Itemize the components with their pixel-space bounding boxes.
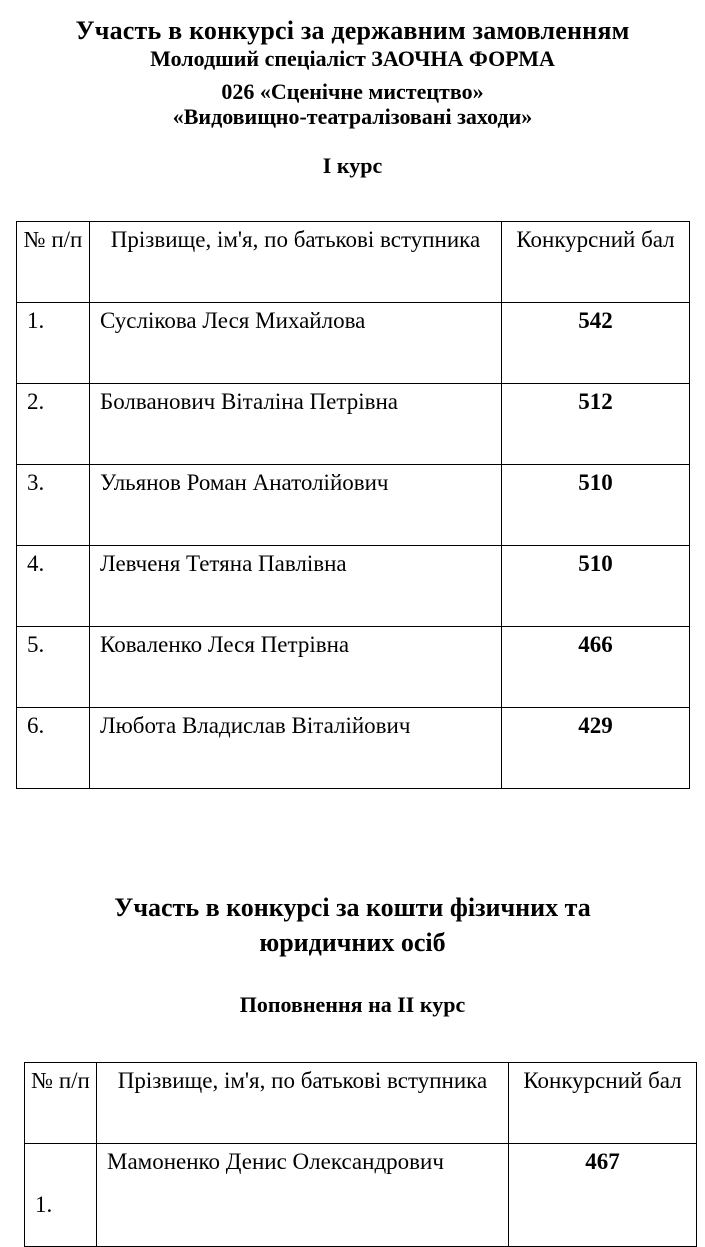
row-name: Левченя Тетяна Павлівна — [90, 546, 502, 627]
header-score: Конкурсний бал — [502, 222, 690, 303]
header-num: № п/п — [17, 222, 90, 303]
row-score: 512 — [502, 384, 690, 465]
row-score: 510 — [502, 546, 690, 627]
table-row — [17, 465, 690, 546]
row-name: Коваленко Леся Петрівна — [90, 627, 502, 708]
row-score: 510 — [502, 465, 690, 546]
table-row — [25, 1144, 697, 1247]
table-row — [17, 627, 690, 708]
row-name: Ульянов Роман Анатолійович — [90, 465, 502, 546]
row-score: 466 — [502, 627, 690, 708]
row-name: Болванович Віталіна Петрівна — [90, 384, 502, 465]
table-header-row — [17, 222, 690, 303]
row-score: 542 — [502, 303, 690, 384]
header-name: Прізвище, ім'я, по батькові вступника — [97, 1063, 509, 1144]
section1-title-line-2: Молодший спеціаліст ЗАОЧНА ФОРМА — [150, 46, 555, 71]
row-name: Мамоненко Денис Олександрович — [97, 1144, 509, 1247]
section2-title-line-1: Участь в конкурсі за кошти фізичних та — [114, 893, 591, 922]
row-score: 467 — [509, 1144, 697, 1247]
section2-title-line-2: юридичних осіб — [259, 928, 446, 957]
table-header-row — [25, 1063, 697, 1144]
paid-contract-table — [24, 1062, 697, 1247]
row-num: 5. — [17, 627, 90, 708]
row-num: 4. — [17, 546, 90, 627]
header-num: № п/п — [25, 1063, 97, 1144]
state-order-table — [16, 221, 690, 789]
row-num: 6. — [17, 708, 90, 789]
section1-title-line-4: «Видовищно-театралізовані заходи» — [172, 104, 533, 129]
section1-title-line-3: 026 «Сценічне мистецтво» — [221, 79, 484, 104]
table-row — [17, 546, 690, 627]
row-num: 3. — [17, 465, 90, 546]
section1-title-line-1: Участь в конкурсі за державним замовленням — [75, 16, 630, 45]
table-row — [17, 303, 690, 384]
header-score: Конкурсний бал — [509, 1063, 697, 1144]
row-name: Суслікова Леся Михайлова — [90, 303, 502, 384]
row-name: Любота Владислав Віталійович — [90, 708, 502, 789]
header-name: Прізвище, ім'я, по батькові вступника — [90, 222, 502, 303]
row-num: 1. — [17, 303, 90, 384]
section1-course-heading: І курс — [322, 153, 383, 178]
row-num: 1. — [25, 1144, 97, 1247]
row-score: 429 — [502, 708, 690, 789]
table-row — [17, 384, 690, 465]
table-row — [17, 708, 690, 789]
row-num: 2. — [17, 384, 90, 465]
section2-subtitle: Поповнення на ІІ курс — [239, 992, 466, 1017]
